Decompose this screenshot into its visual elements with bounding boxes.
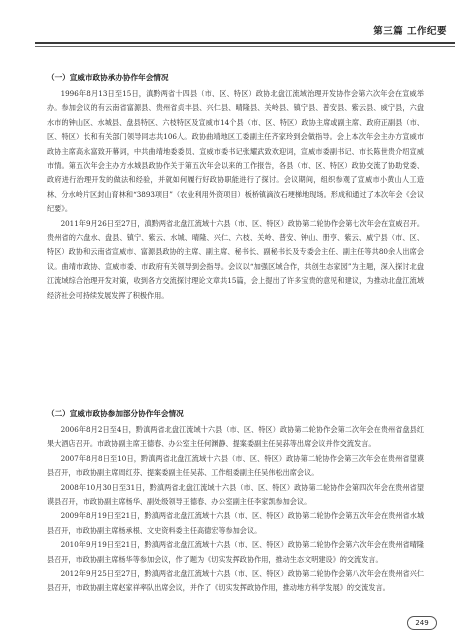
section-2-body [47, 423, 424, 596]
header-rule-thick [35, 42, 455, 44]
section-1-body [47, 87, 424, 303]
paragraph: 2011年9月26日至27日，滇黔两省北盘江流域十六县（市、区、特区）政协第二轮协作会第七次年会在宣威召开。贵州省的六盘水、盘县、镇宁、紫云、水城、晴隆、兴仁、六枝、关岭、普安、钟山、册亨、紫云、威宁县（市、区、特区）政协和云南省宣威市、富源县政协的主席、副主席、秘书长、副秘书长及专委会主任、副主任等共80余人出席会议。曲靖市政协、宣威市委、市政府有关领导到会指导。会议以“加强区域合作，共创生态家园”为主题，深入探讨北盘江流域综合治理开发对策，收到各方交流探讨理论文章共15篇，会上提出了许多宝贵的意见和建议，为推动北盘江流域经济社会可持续发展发挥了积极作用。 [47, 218, 424, 300]
paragraph: 2009年8月19日至21日，黔滇两省北盘江流域十六县（市、区、特区）政协第二轮协作会第五次年会在贵州省水城县召开，市政协副主席杨承根、文史资料委主任高德宏等参加会议。 [47, 511, 424, 535]
paragraph: 2008年10月30日至31日，黔滇两省北盘江流域十六县（市、区、特区）政协第二轮协作会第四次年会在贵州省望谟县召开，市政协副主席杨华、副处级领导王德春、办公室副主任李家凯参加会议。 [47, 482, 424, 507]
paragraph: 2012年9月25日至27日，黔滇两省北盘江流域十六县（市、区、特区）政协第二轮协作会第八次年会在贵州省兴仁县召开，市政协副主席赵家祥率队出席会议，并作了《切实发挥政协作用，推动地方科学发展》的交流发言。 [47, 569, 424, 593]
paragraph: 2007年8月8日至10日，黔滇两省北盘江流域十六县（市、区、特区）政协第二轮协作会第三次年会在贵州省望谟县召开，市政协副主席周红芬、提案委副主任吴荪、工作组委副主任吴伟松出席会议。 [47, 453, 424, 478]
header-rule-thin [35, 46, 455, 47]
paragraph: 2006年8月2日至4日，黔滇两省北盘江流域十六县（市、区、特区）政协第二轮协作会第二次年会在贵州省盘县红果大酒店召开。市政协副主席王德春、办公室主任何渊静、提案委副主任吴荪等出席会议并作交流发言。 [47, 425, 424, 449]
page-number: 249 [407, 616, 437, 630]
section-heading-1: （一）宣威市政协承办协作年会情况 [47, 73, 169, 82]
page-header [35, 18, 455, 44]
paragraph: 1996年8月13日至15日，滇黔两省十四县（市、区、特区）政协北盘江流域治理开发协作会第六次年会在宣威举办。参加会议的有云南省富源县、贵州省贞丰县、兴仁县、晴隆县、关岭县、镇宁县、普安县、紫云县、威宁县，六盘水市的钟山区、水城县、盘县特区、六枝特区及宣威市14个县（市、区、特区）政协主席或副主席、政府正副县（市、区、特区）长和有关部门领导同志共106人。政协曲靖地区工委副主任齐家玲到会做指导。会上本次年会主办方宣威市政协主席高永富致开幕词，中共曲靖地委委员、宣威市委书记张耀武致欢迎词，宣威市委副书记、市长陈世贵介绍宣威市情。第五次年会主办方水城县政协作关于第五次年会以来的工作报告，各县（市、区、特区）政协交流了协助党委、政府进行治理开发的做法和经验，并就如何履行好政协职能进行了探讨。会议期间，组织参观了宣威市小黄山人工造林、分水岭片区封山育林和“3893项目”（农业利用外资项目）板桥镇滴汝石埂梯地现场。形成和通过了本次年会《会议纪要》。 [47, 89, 424, 214]
running-header-title: 第三篇 工作纪要 [373, 26, 447, 37]
paragraph: 2010年9月19日至21日，黔滇两省北盘江流域十六县（市、区、特区）政协第二轮协作会第六次年会在贵州省晴隆县召开，市政协副主席杨华等参加会议，作了题为《切实发挥政协作用，推动生态文明建设》的交流发言。 [47, 540, 424, 564]
section-heading-2: （二）宣威市政协参加部分协作年会情况 [47, 409, 184, 418]
